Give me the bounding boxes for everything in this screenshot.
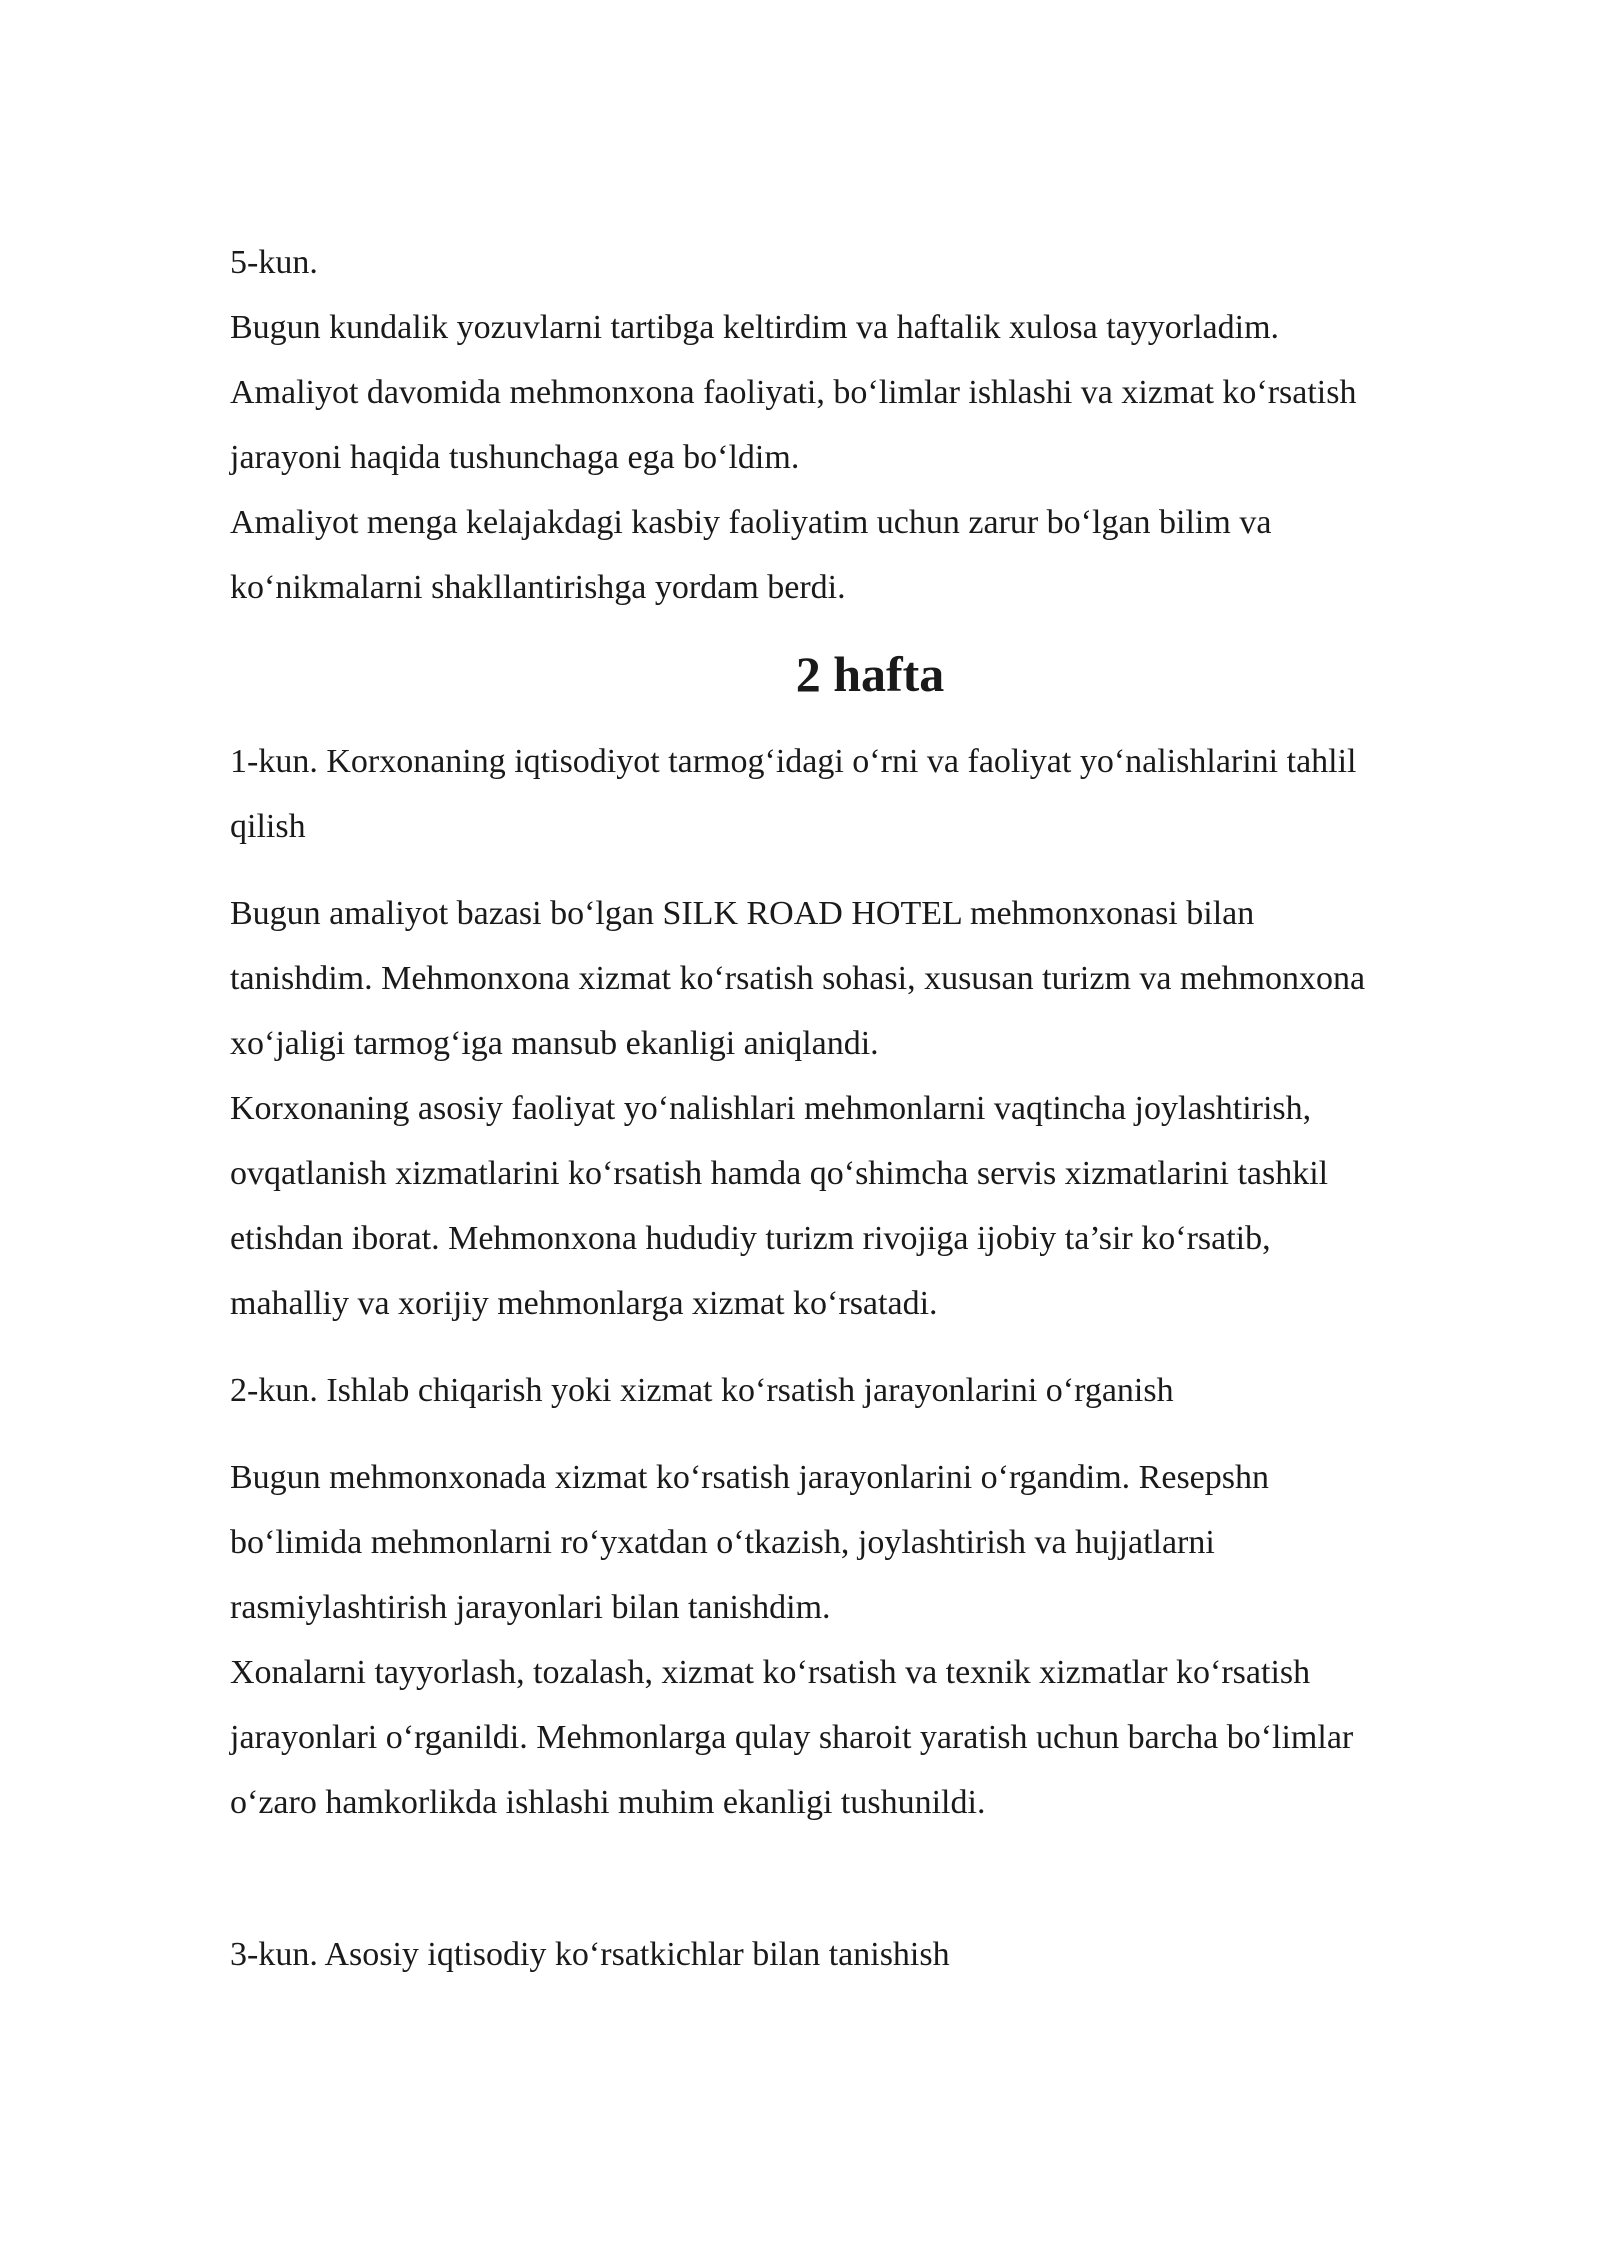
paragraph-gap (230, 1835, 1490, 1922)
day5-section (230, 230, 1490, 620)
paragraph-gap (230, 859, 1490, 881)
day5-line: jarayoni haqida tushunchaga ega bo‘ldim. (230, 439, 800, 476)
day2-line: Bugun mehmonxonada xizmat ko‘rsatish jarayonlarini o‘rgandim. Resepshn (230, 1459, 1269, 1496)
day2-section (230, 1358, 1490, 1835)
day1-title: qilish (230, 808, 306, 845)
day1-line: mahalliy va xorijiy mehmonlarga xizmat ko‘rsatadi. (230, 1285, 938, 1322)
day1-line: etishdan iborat. Mehmonxona hududiy turizm rivojiga ijobiy ta’sir ko‘rsatib, (230, 1220, 1271, 1257)
day1-line: xo‘jaligi tarmog‘iga mansub ekanligi aniqlandi. (230, 1025, 879, 1062)
paragraph-gap (230, 1336, 1490, 1358)
day2-line: jarayonlari o‘rganildi. Mehmonlarga qulay sharoit yaratish uchun barcha bo‘limlar (230, 1719, 1354, 1756)
day1-line: ovqatlanish xizmatlarini ko‘rsatish hamda qo‘shimcha servis xizmatlarini tashkil (230, 1155, 1329, 1192)
week-heading: 2 hafta (795, 646, 945, 702)
day1-section (230, 729, 1490, 1336)
day2-line: Xonalarni tayyorlash, tozalash, xizmat ko‘rsatish va texnik xizmatlar ko‘rsatish (230, 1654, 1311, 1691)
day5-line: ko‘nikmalarni shakllantirishga yordam berdi. (230, 569, 846, 606)
day1-line: tanishdim. Mehmonxona xizmat ko‘rsatish sohasi, xususan turizm va mehmonxona (230, 960, 1366, 997)
day2-line: o‘zaro hamkorlikda ishlashi muhim ekanligi tushunildi. (230, 1784, 986, 1821)
day2-line: rasmiylashtirish jarayonlari bilan tanishdim. (230, 1589, 831, 1626)
day2-title: 2-kun. Ishlab chiqarish yoki xizmat ko‘rsatish jarayonlarini o‘rganish (230, 1372, 1174, 1409)
day3-title: 3-kun. Asosiy iqtisodiy ko‘rsatkichlar bilan tanishish (230, 1936, 950, 1973)
day3-section (230, 1922, 1490, 1987)
document-body (230, 230, 1490, 1987)
paragraph-gap (230, 1423, 1490, 1445)
day1-title: 1-kun. Korxonaning iqtisodiyot tarmog‘idagi o‘rni va faoliyat yo‘nalishlarini tahlil (230, 743, 1357, 780)
day2-line: bo‘limida mehmonlarni ro‘yxatdan o‘tkazish, joylashtirish va hujjatlarni (230, 1524, 1215, 1561)
day5-line: Bugun kundalik yozuvlarni tartibga keltirdim va haftalik xulosa tayyorladim. (230, 309, 1280, 346)
day1-line: Korxonaning asosiy faoliyat yo‘nalishlari mehmonlarni vaqtincha joylashtirish, (230, 1090, 1312, 1127)
day1-line: Bugun amaliyot bazasi bo‘lgan SILK ROAD HOTEL mehmonxonasi bilan (230, 895, 1255, 932)
day5-line: Amaliyot davomida mehmonxona faoliyati, bo‘limlar ishlashi va xizmat ko‘rsatish (230, 374, 1357, 411)
day5-line: Amaliyot menga kelajakdagi kasbiy faoliyatim uchun zarur bo‘lgan bilim va (230, 504, 1272, 541)
day5-title: 5-kun. (230, 244, 318, 281)
